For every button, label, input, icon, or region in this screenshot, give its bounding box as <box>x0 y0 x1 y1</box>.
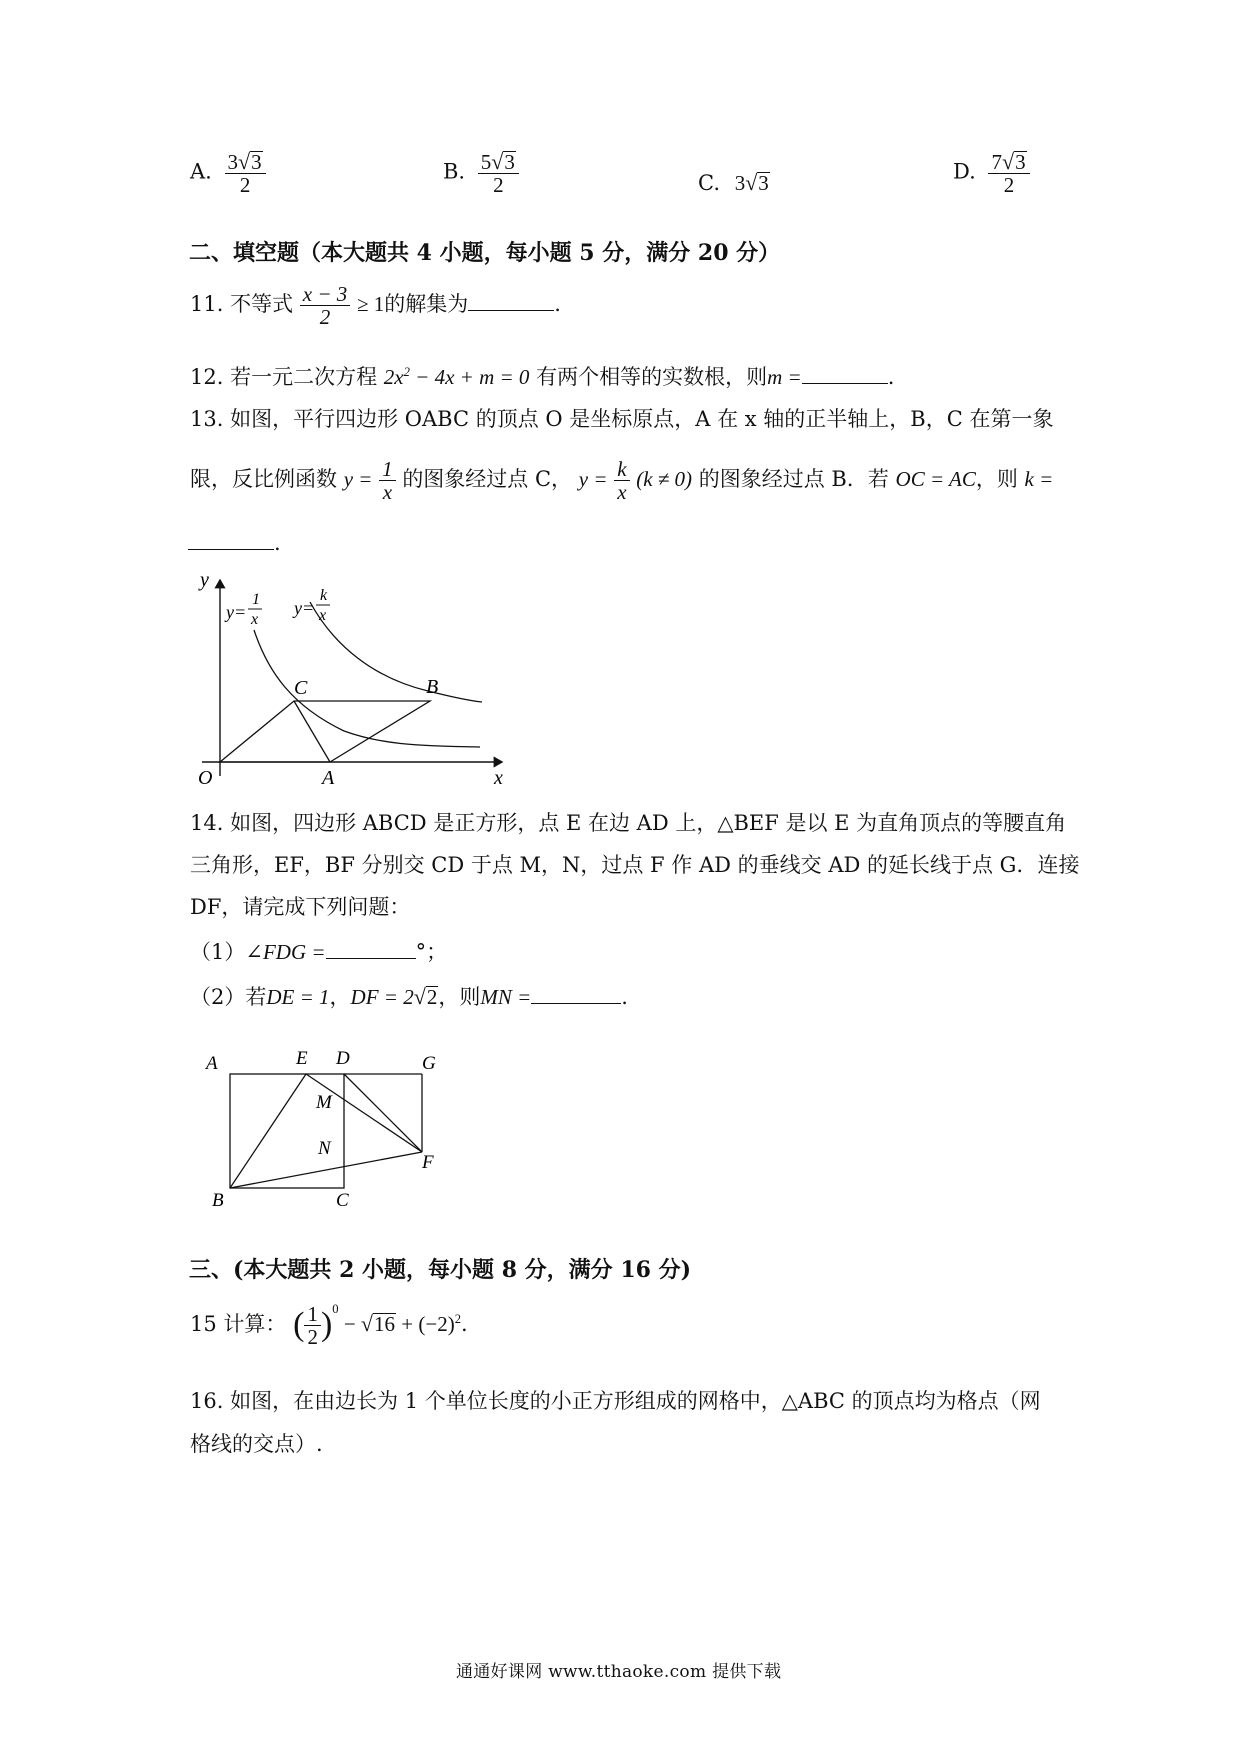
question-14-part-1: （1）∠FDG = °； <box>190 940 448 964</box>
question-12: 12. 若一元二次方程 $2x^2 - 4x + m = 0$ 有两个相等的实数根，则m = . <box>190 365 895 389</box>
figure-14 <box>200 1040 450 1210</box>
point-f-label: F <box>422 1152 434 1173</box>
point-c-label: C <box>294 677 308 699</box>
curve-1-lhs: y= <box>226 602 247 622</box>
question-13-line-2: 限，反比例函数 y = $\frac{1}{x}$ 的图象经过点 C， y = $\frac{k}{x}$ (k ≠ 0) 的图象经过点 B．若 OC = AC，则 k = <box>190 457 1054 505</box>
point-d-label: D <box>336 1048 350 1069</box>
option-b-fraction: $\frac{5√3}{2}$ <box>478 150 519 196</box>
question-14-line-2: 三角形，EF，BF 分别交 CD 于点 M，N，过点 F 作 AD 的垂线交 AD 的延长线于点 G．连接 <box>190 853 1080 877</box>
curve-y-1-over-x <box>254 630 480 747</box>
segment-be <box>230 1074 306 1188</box>
point-e-label: E <box>296 1048 308 1069</box>
figure-13 <box>184 566 524 786</box>
option-a <box>190 150 266 196</box>
answer-blank <box>188 530 274 550</box>
answer-blank <box>468 291 554 311</box>
curve-2-lhs: y= <box>294 598 315 618</box>
curve-2-den: x <box>319 607 327 624</box>
point-b-label: B <box>426 676 439 698</box>
question-14-part-2: （2）若DE = 1，DF = 2√2，则MN = . <box>190 984 628 1009</box>
option-d-label: D. <box>953 159 976 184</box>
segment-df <box>344 1074 422 1152</box>
curve-1-num: 1 <box>252 591 260 608</box>
q11-fraction: $\frac{x - 3}{2}$ <box>300 283 351 328</box>
option-d <box>953 150 1030 196</box>
point-c-label: C <box>336 1190 349 1210</box>
segment-ca <box>294 701 330 762</box>
option-a-fraction: $\frac{3√3}{2}$ <box>225 150 266 196</box>
section-2-heading: 二、填空题（本大题共 4 小题，每小题 5 分，满分 20 分） <box>189 240 781 266</box>
question-15: 15 计算： ( $\frac{1}{2}$ )$^0 - √16 + (-2)^2$. <box>190 1301 468 1349</box>
option-c-label: C. <box>698 171 720 195</box>
question-13-line-1: 13. 如图，平行四边形 OABC 的顶点 O 是坐标原点，A 在 x 轴的正半轴上，B，C 在第一象 <box>190 407 1054 431</box>
curve-y-k-over-x <box>310 602 482 702</box>
question-14-line-3: DF，请完成下列问题： <box>190 895 411 919</box>
origin-label: O <box>198 767 213 786</box>
q13-fraction-2: $\frac{k}{x}$ <box>614 458 629 503</box>
option-b-label: B. <box>443 159 466 184</box>
option-c: C. 3√3 <box>698 170 769 195</box>
point-m-label: M <box>316 1092 332 1113</box>
answer-blank <box>531 984 621 1004</box>
option-a-label: A. <box>190 159 212 184</box>
curve-2-num: k <box>320 587 328 604</box>
x-axis-label: x <box>494 767 503 786</box>
option-d-fraction: $\frac{7√3}{2}$ <box>988 150 1029 196</box>
question-16-line-2: 格线的交点）. <box>190 1432 323 1456</box>
point-a-label: A <box>206 1053 218 1074</box>
question-13-answer: . <box>188 530 281 556</box>
point-b-label: B <box>212 1190 224 1210</box>
q15-fraction: $\frac{1}{2}$ <box>304 1303 321 1348</box>
curve-1-den: x <box>251 611 259 628</box>
option-b <box>443 150 519 196</box>
y-axis-label: y <box>200 569 209 591</box>
answer-blank <box>802 364 888 384</box>
point-a-label: A <box>322 767 335 786</box>
question-11: 11. 不等式 $\frac{x - 3}{2}$ ≥ 1的解集为 . <box>190 282 561 330</box>
q13-fraction-1: $\frac{1}{x}$ <box>379 458 396 503</box>
point-n-label: N <box>318 1138 331 1159</box>
page-footer: 通通好课网 www.tthaoke.com 提供下载 <box>456 1662 782 1682</box>
section-3-heading: 三、(本大题共 2 小题，每小题 8 分，满分 16 分) <box>189 1257 692 1283</box>
question-14-line-1: 14. 如图，四边形 ABCD 是正方形，点 E 在边 AD 上，△BEF 是以 E 为直角顶点的等腰直角 <box>190 811 1067 835</box>
answer-blank <box>326 939 416 959</box>
question-16-line-1: 16. 如图，在由边长为 1 个单位长度的小正方形组成的网格中，△ABC 的顶点均为格点（网 <box>190 1389 1041 1413</box>
point-g-label: G <box>422 1053 436 1074</box>
